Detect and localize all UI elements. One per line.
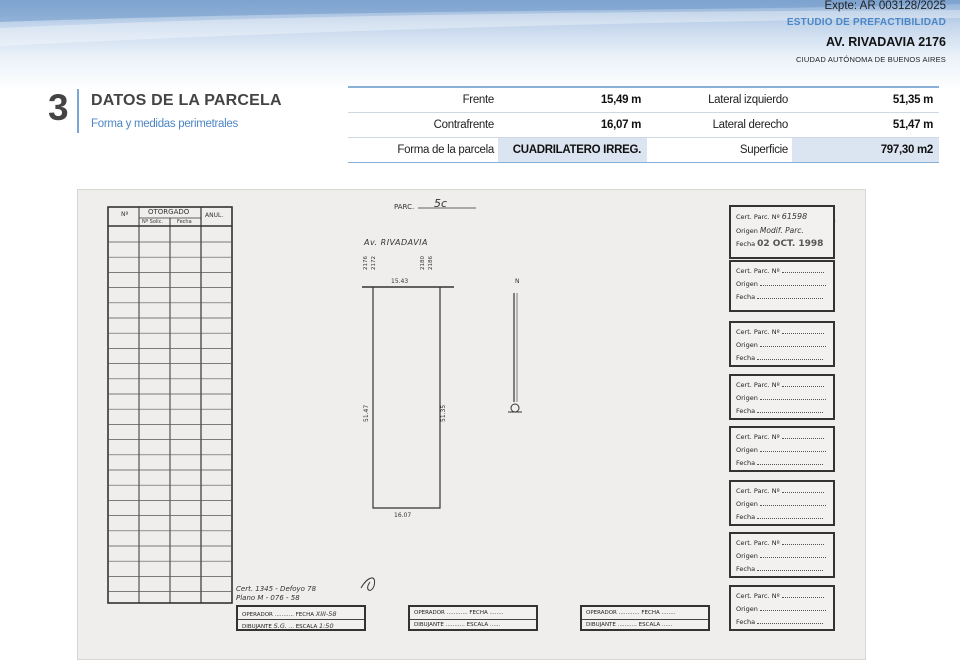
divider	[582, 619, 708, 620]
dibujante-label: DIBUJANTE	[414, 622, 444, 628]
cert-label: Cert. Parc. Nº	[736, 592, 780, 600]
fecha-label: Fecha	[736, 565, 756, 573]
operador-label: OPERADOR	[242, 612, 273, 618]
study-type: ESTUDIO DE PREFACTIBILIDAD	[786, 17, 946, 28]
frente-value: 15,49 m	[498, 87, 647, 112]
ledger-col-otorgado: OTORGADO	[148, 208, 190, 216]
cert-box	[729, 532, 835, 578]
contrafrente-label: Contrafrente	[348, 112, 498, 137]
operator-box	[236, 605, 366, 631]
dibujante-value: S.G.	[273, 622, 287, 630]
divider	[238, 619, 364, 620]
dotted-line	[760, 340, 826, 347]
expediente-number: Expte: AR 003128/2025	[824, 0, 946, 12]
door-number: 2172	[371, 256, 377, 270]
cert-row	[736, 485, 833, 498]
table-row	[348, 137, 939, 162]
lateral-derecho-label: Lateral derecho	[647, 112, 792, 137]
dotted-line	[757, 292, 823, 299]
fecha-label: Fecha	[736, 407, 756, 415]
origen-label: Origen	[736, 280, 758, 288]
operador-label: OPERADOR	[586, 610, 617, 616]
escala-label: ESCALA	[466, 622, 489, 628]
section-number: 3	[48, 87, 69, 128]
cert-box	[729, 260, 835, 312]
operator-box	[408, 605, 538, 631]
ledger-col-solic: Nº Solic.	[142, 219, 164, 225]
dotted-line	[782, 538, 824, 545]
cert-row	[736, 238, 833, 251]
origen-label: Origen	[736, 605, 758, 613]
table-row	[348, 87, 939, 112]
date-stamp: 02 OCT. 1998	[757, 239, 824, 249]
origen-value: Modif. Parc.	[759, 226, 804, 235]
dotted-line	[760, 445, 826, 452]
dotted-line	[782, 486, 824, 493]
fecha-value: XIII-58	[315, 610, 337, 618]
door-number: 2180	[420, 256, 426, 270]
lateral-izquierdo-value: 51,35 m	[792, 87, 939, 112]
frente-label: Frente	[348, 87, 498, 112]
cert-row	[736, 431, 833, 444]
divider	[410, 619, 536, 620]
parcel-value: 5c	[434, 197, 448, 210]
escala-label: ESCALA	[295, 624, 318, 630]
city-name: CIUDAD AUTÓNOMA DE BUENOS AIRES	[796, 55, 946, 64]
dibujante-label: DIBUJANTE	[586, 622, 616, 628]
parcel-outline	[362, 208, 476, 508]
cert-row	[736, 457, 833, 470]
operator-box	[580, 605, 710, 631]
fecha-label: FECHA	[295, 612, 314, 618]
cert-row	[736, 498, 833, 511]
parcel-measures-table	[348, 86, 939, 163]
cert-row	[736, 352, 833, 365]
fecha-label: Fecha	[736, 293, 756, 301]
cert-box	[729, 426, 835, 472]
origen-label: Origen	[736, 227, 758, 235]
right-side-dimension: 51.35	[440, 404, 447, 422]
cert-row	[736, 326, 833, 339]
dotted-line	[782, 327, 824, 334]
cert-label: Cert. Parc. Nº	[736, 267, 780, 275]
dotted-line	[782, 266, 824, 273]
fecha-label: FECHA	[469, 610, 488, 616]
cert-row	[736, 444, 833, 457]
ledger-col-num: Nº	[121, 211, 129, 218]
cert-row	[736, 511, 833, 524]
origen-label: Origen	[736, 552, 758, 560]
ledger-col-anul: ANUL.	[205, 212, 224, 219]
property-address: AV. RIVADAVIA 2176	[826, 35, 946, 49]
cert-label: Cert. Parc. Nº	[736, 381, 780, 389]
op-row: DIBUJANTE ........... ESCALA ......	[586, 622, 673, 628]
street-name: Av. RIVADAVIA	[364, 238, 428, 247]
operador-label: OPERADOR	[414, 610, 445, 616]
origen-label: Origen	[736, 500, 758, 508]
escala-value: 1:50	[318, 622, 334, 630]
north-arrow	[508, 293, 522, 412]
cert-box	[729, 480, 835, 526]
op-row: OPERADOR ............ FECHA ........	[586, 610, 676, 616]
cert-label: Cert. Parc. Nº	[736, 213, 780, 221]
origen-label: Origen	[736, 341, 758, 349]
north-label: N	[515, 278, 520, 285]
parcel-label: PARC.	[394, 203, 415, 211]
fecha-label: Fecha	[736, 459, 756, 467]
forma-label: Forma de la parcela	[348, 137, 498, 162]
dotted-line	[782, 380, 824, 387]
door-number: 2186	[428, 256, 434, 270]
dotted-line	[757, 406, 823, 413]
cert-row	[736, 603, 833, 616]
cert-box	[729, 585, 835, 631]
fecha-label: Fecha	[736, 354, 756, 362]
dotted-line	[757, 458, 823, 465]
dotted-line	[760, 279, 826, 286]
dotted-line	[760, 604, 826, 611]
handwritten-note: Cert. 1345 - Defoyo 78	[236, 585, 317, 593]
cert-label: Cert. Parc. Nº	[736, 433, 780, 441]
cert-row	[736, 616, 833, 629]
cert-row	[736, 563, 833, 576]
dotted-line	[757, 353, 823, 360]
cert-row	[736, 590, 833, 603]
cert-label: Cert. Parc. Nº	[736, 328, 780, 336]
cert-row	[736, 278, 833, 291]
signature-mark	[361, 578, 375, 590]
escala-label: ESCALA	[638, 622, 661, 628]
op-row: DIBUJANTE S.G. ... ESCALA 1:50	[242, 622, 334, 630]
dotted-line	[782, 432, 824, 439]
cert-row	[736, 392, 833, 405]
cert-label: Cert. Parc. Nº	[736, 487, 780, 495]
document-header	[787, 0, 946, 65]
handwritten-note: Plano M - 076 - 58	[236, 594, 300, 602]
fecha-label: FECHA	[641, 610, 660, 616]
origen-label: Origen	[736, 394, 758, 402]
cert-row	[736, 291, 833, 304]
cert-row	[736, 265, 833, 278]
op-row: DIBUJANTE ........... ESCALA ......	[414, 622, 501, 628]
cert-label: Cert. Parc. Nº	[736, 539, 780, 547]
contrafrente-value: 16,07 m	[498, 112, 647, 137]
cert-box	[729, 205, 835, 259]
superficie-value: 797,30 m2	[792, 137, 939, 162]
lateral-derecho-value: 51,47 m	[792, 112, 939, 137]
cert-box	[729, 374, 835, 420]
table-row	[348, 112, 939, 137]
cert-box	[729, 321, 835, 367]
dotted-line	[782, 591, 824, 598]
section-subtitle: Forma y medidas perimetrales	[91, 118, 238, 130]
left-side-dimension: 51.47	[363, 404, 370, 422]
superficie-label: Superficie	[647, 137, 792, 162]
cert-row	[736, 550, 833, 563]
origen-label: Origen	[736, 446, 758, 454]
fecha-label: Fecha	[736, 618, 756, 626]
cert-row	[736, 339, 833, 352]
dotted-line	[757, 564, 823, 571]
ledger-grid	[108, 207, 232, 603]
section-title: DATOS DE LA PARCELA	[91, 92, 282, 109]
op-row: OPERADOR ............ FECHA ........	[414, 610, 504, 616]
fecha-label: Fecha	[736, 240, 756, 248]
cert-row	[736, 210, 833, 224]
cert-row	[736, 224, 833, 238]
dotted-line	[760, 393, 826, 400]
forma-value: CUADRILATERO IRREG.	[498, 137, 647, 162]
dotted-line	[760, 551, 826, 558]
dibujante-label: DIBUJANTE	[242, 624, 272, 630]
cert-row	[736, 405, 833, 418]
frente-dimension: 15.43	[391, 278, 409, 285]
cert-row	[736, 379, 833, 392]
section-divider	[77, 89, 79, 133]
fecha-label: Fecha	[736, 513, 756, 521]
dotted-line	[760, 499, 826, 506]
dotted-line	[757, 617, 823, 624]
cert-number: 61598	[781, 212, 808, 221]
door-number: 2176	[363, 256, 369, 270]
dotted-line	[757, 512, 823, 519]
parcel-plan-scan	[77, 189, 866, 660]
back-dimension: 16.07	[394, 512, 412, 519]
cert-row	[736, 537, 833, 550]
op-row: OPERADOR ........... FECHA XIII-58	[242, 610, 337, 618]
ledger-col-fecha: Fecha	[177, 219, 192, 225]
lateral-izquierdo-label: Lateral izquierdo	[647, 87, 792, 112]
